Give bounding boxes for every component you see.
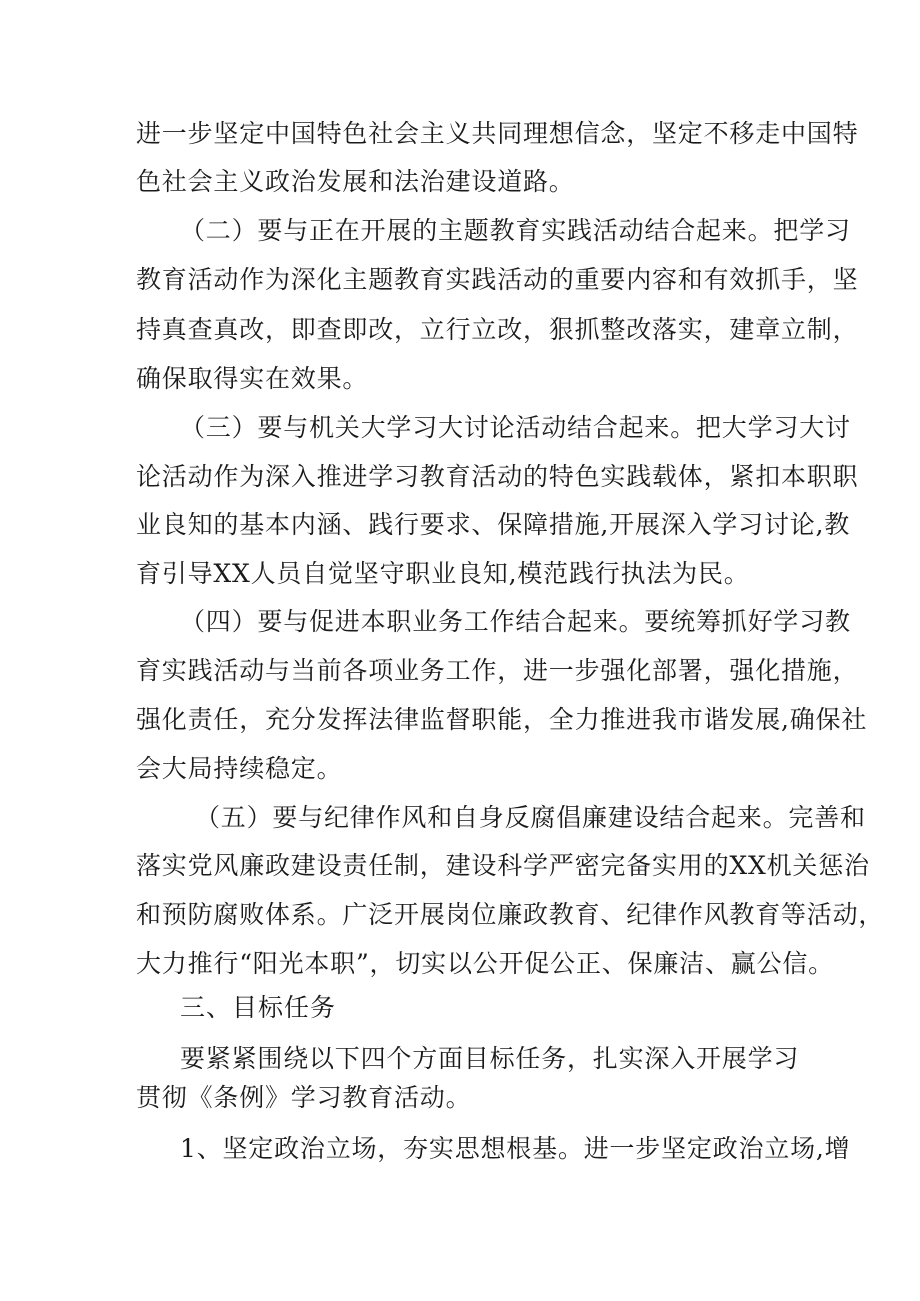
text-line: 业良知的基本内涵、践行要求、保障措施,开展深入学习讨论,教 [136, 510, 851, 539]
text-line: 育引导XX人员自觉坚守职业良知,模范践行执法为民。 [136, 559, 750, 588]
paragraph-start-line: （三）要与机关大学习大讨论活动结合起来。把大学习大讨 [180, 413, 851, 442]
text-line: 大力推行“阳光本职”，切实以公开促公正、保廉洁、赢公信。 [136, 949, 834, 978]
text-line: 教育活动作为深化主题教育实践活动的重要内容和有效抓手，坚 [136, 265, 859, 294]
text-line: 育实践活动与当前各项业务工作，进一步强化部署，强化措施， [136, 656, 859, 685]
text-line: 会大局持续稳定。 [136, 754, 343, 783]
paragraph-start-line: （四）要与促进本职业务工作结合起来。要统筹抓好学习教 [180, 607, 851, 636]
paragraph-start-line: （五）要与纪律作风和自身反腐倡廉建设结合起来。完善和 [195, 803, 866, 832]
text-line: 进一步坚定中国特色社会主义共同理想信念，坚定不移走中国特 [136, 119, 859, 148]
text-line: 论活动作为深入推进学习教育活动的特色实践载体，紧扣本职职 [136, 462, 859, 491]
paragraph-start-line: 1、坚定政治立场，夯实思想根基。进一步坚定政治立场,增 [180, 1134, 851, 1163]
paragraph-start-line: （二）要与正在开展的主题教育实践活动结合起来。把学习 [180, 216, 851, 245]
text-line: 色社会主义政治发展和法治建设道路。 [136, 167, 575, 196]
paragraph-start-line: 要紧紧围绕以下四个方面目标任务，扎实深入开展学习 [180, 1044, 800, 1073]
text-line: 贯彻《条例》学习教育活动。 [136, 1083, 472, 1112]
text-line: 落实党风廉政建设责任制，建设科学严密完备实用的XX机关惩治 [136, 851, 870, 880]
text-line: 和预防腐败体系。广泛开展岗位廉政教育、纪律作风教育等活动， [136, 900, 885, 929]
section-heading: 三、目标任务 [180, 993, 337, 1022]
text-line: 确保取得实在效果。 [136, 364, 369, 393]
text-line: 持真查真改，即查即改，立行立改，狠抓整改落实，建章立制， [136, 315, 859, 344]
text-line: 强化责任，充分发挥法律监督职能，全力推进我市谐发展,确保社 [136, 705, 868, 734]
